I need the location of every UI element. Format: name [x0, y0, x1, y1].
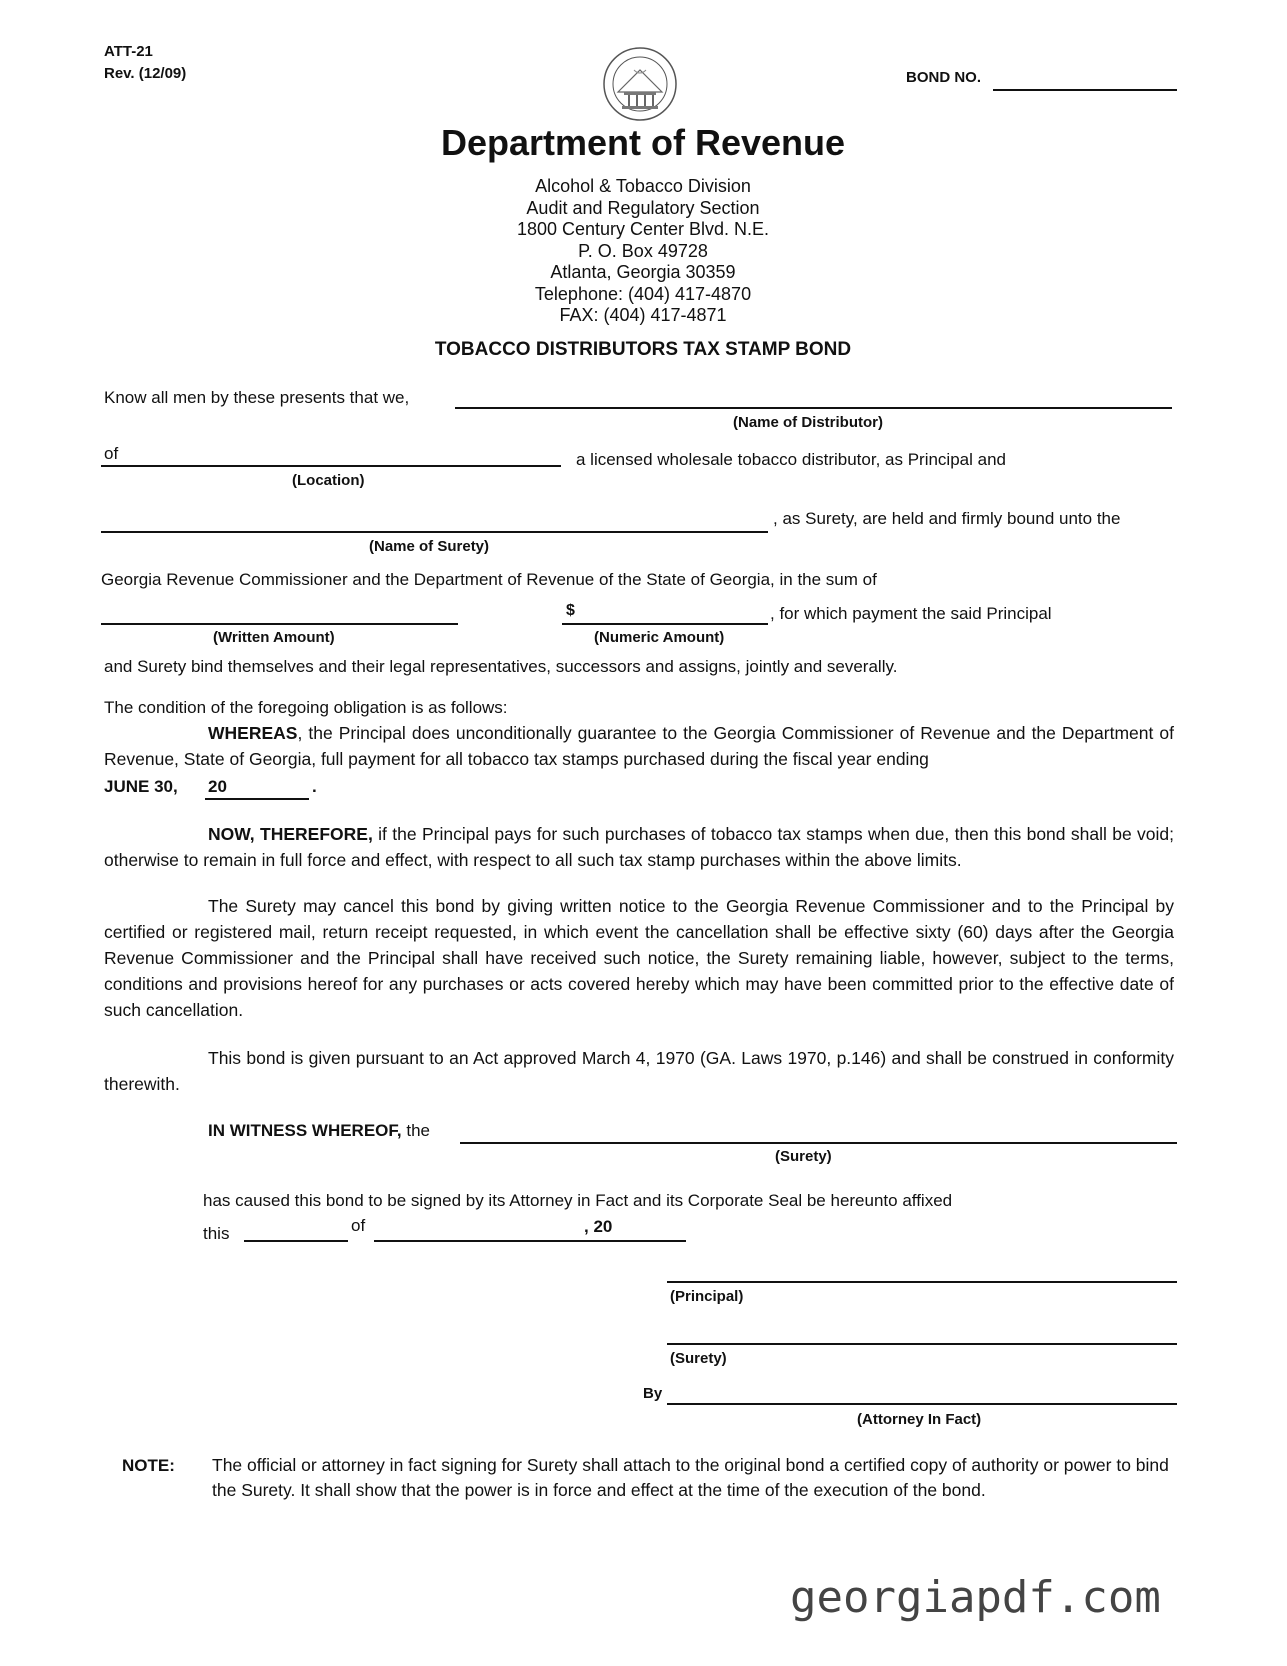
attorney-label: (Attorney In Fact)	[857, 1411, 982, 1428]
address-line: P. O. Box 49728	[578, 240, 708, 261]
telephone: Telephone: (404) 417-4870	[534, 283, 752, 304]
written-amount-field[interactable]	[101, 597, 462, 625]
whereas-paragraph	[104, 720, 1174, 772]
dollar-sign: $	[566, 602, 575, 619]
georgia-seal-icon	[602, 46, 678, 122]
witness-surety-field[interactable]	[460, 1116, 1181, 1144]
witness-the: the	[401, 1121, 430, 1140]
address-line: 1800 Century Center Blvd. N.E.	[516, 219, 770, 239]
surety-name-field[interactable]	[101, 505, 772, 533]
fiscal-year-field[interactable]	[232, 772, 313, 800]
signature-surety-label: (Surety)	[670, 1350, 727, 1367]
attorney-signature-field[interactable]	[667, 1377, 1181, 1405]
fax: FAX: (404) 417-4871	[559, 305, 727, 325]
year-prefix: 20	[208, 777, 227, 796]
agency-address	[443, 176, 843, 327]
caused-text: has caused this bond to be signed by its Attorney in Fact and its Corporate Seal be hereunto affixed	[203, 1191, 953, 1210]
surety-text: , as Surety, are held and firmly bound unto the	[773, 509, 1121, 528]
numeric-amount-field[interactable]	[580, 597, 772, 625]
witness-year-label: , 20	[584, 1217, 613, 1236]
bond-no-field[interactable]	[993, 63, 1181, 91]
location-label: (Location)	[292, 472, 365, 489]
now-therefore-text: if the Principal pays for such purchases of tobacco tax stamps when due, then this bond shall be void; otherwise to remain in full force and effect, with respect to all such tax stamp purchases within the above limits.	[104, 824, 1175, 870]
bond-no-label: BOND NO.	[906, 69, 981, 86]
act-paragraph	[104, 1045, 1174, 1097]
note-text: The official or attorney in fact signing for Surety shall attach to the original bond a certified copy of authority or power to bind the Surety. It shall show that the power is in force and effect at the time of the execution of the bond.	[212, 1455, 1169, 1500]
agency-title: Department of Revenue	[440, 122, 846, 163]
commissioner-text: Georgia Revenue Commissioner and the Department of Revenue of the State of Georgia, in the sum of	[101, 570, 877, 589]
address-line: Audit and Regulatory Section	[526, 197, 760, 218]
principal-signature-field[interactable]	[667, 1255, 1181, 1283]
payment-text: , for which payment the said Principal	[770, 604, 1052, 623]
cancellation-paragraph	[104, 893, 1174, 1023]
distributor-name-label: (Name of Distributor)	[733, 414, 883, 431]
witness-surety-label: (Surety)	[775, 1148, 832, 1165]
of-day-label: of	[351, 1216, 366, 1235]
witness-year-field[interactable]	[626, 1214, 690, 1242]
location-field[interactable]	[125, 439, 565, 467]
fiscal-year-period: .	[312, 777, 317, 796]
written-amount-label: (Written Amount)	[213, 629, 335, 646]
now-therefore-label: NOW, THEREFORE,	[208, 824, 373, 844]
condition-intro: The condition of the foregoing obligation is as follows:	[104, 698, 508, 717]
numeric-amount-label: (Numeric Amount)	[594, 629, 725, 646]
now-therefore-paragraph	[104, 821, 1174, 873]
this-label: this	[203, 1224, 230, 1243]
address-line: Atlanta, Georgia 30359	[550, 262, 736, 282]
watermark: georgiapdf.com	[790, 1572, 1161, 1623]
of-label: of	[104, 444, 119, 463]
distributor-name-field[interactable]	[455, 381, 1176, 409]
whereas-label: WHEREAS	[208, 723, 298, 743]
address-line: Alcohol & Tobacco Division	[535, 176, 751, 196]
form-code: ATT-21	[104, 43, 153, 60]
surety-signature-field[interactable]	[667, 1317, 1181, 1345]
act-text: This bond is given pursuant to an Act approved March 4, 1970 (GA. Laws 1970, p.146) and shall be construed in conformity therewith.	[104, 1048, 1174, 1094]
whereas-text: , the Principal does unconditionally guarantee to the Georgia Commissioner of Revenue and the Department of Revenue, State of Georgia, full payment for all tobacco tax stamps purchased during the fiscal year ending	[104, 723, 1174, 769]
intro-text: Know all men by these presents that we,	[104, 388, 410, 407]
bind-text: and Surety bind themselves and their legal representatives, successors and assigns, jointly and severally.	[104, 657, 898, 676]
surety-name-label: (Name of Surety)	[369, 538, 490, 555]
note-label: NOTE:	[122, 1456, 175, 1475]
by-label: By	[643, 1385, 663, 1402]
day-field[interactable]	[244, 1214, 352, 1242]
witness-line	[208, 1121, 430, 1141]
licensed-text: a licensed wholesale tobacco distributor, as Principal and	[576, 450, 1006, 469]
form-title: TOBACCO DISTRIBUTORS TAX STAMP BOND	[434, 339, 852, 360]
cancellation-text: The Surety may cancel this bond by giving written notice to the Georgia Revenue Commissioner and to the Principal by certified or registered mail, return receipt requested, in which event the cancellation shall be effective sixty (60) days after the Georgia Revenue Commissioner and the Principal shall have received such notice, the Surety remaining liable, however, subject to the terms, conditions and provisions hereof for any purchases or acts covered hereby which may have been committed prior to the effective date of such cancellation.	[104, 896, 1174, 1020]
witness-label: IN WITNESS WHEREOF,	[208, 1121, 402, 1140]
june-label: JUNE 30,	[104, 777, 178, 796]
month-field[interactable]	[374, 1214, 586, 1242]
principal-label: (Principal)	[670, 1288, 744, 1305]
form-revision: Rev. (12/09)	[104, 65, 187, 82]
